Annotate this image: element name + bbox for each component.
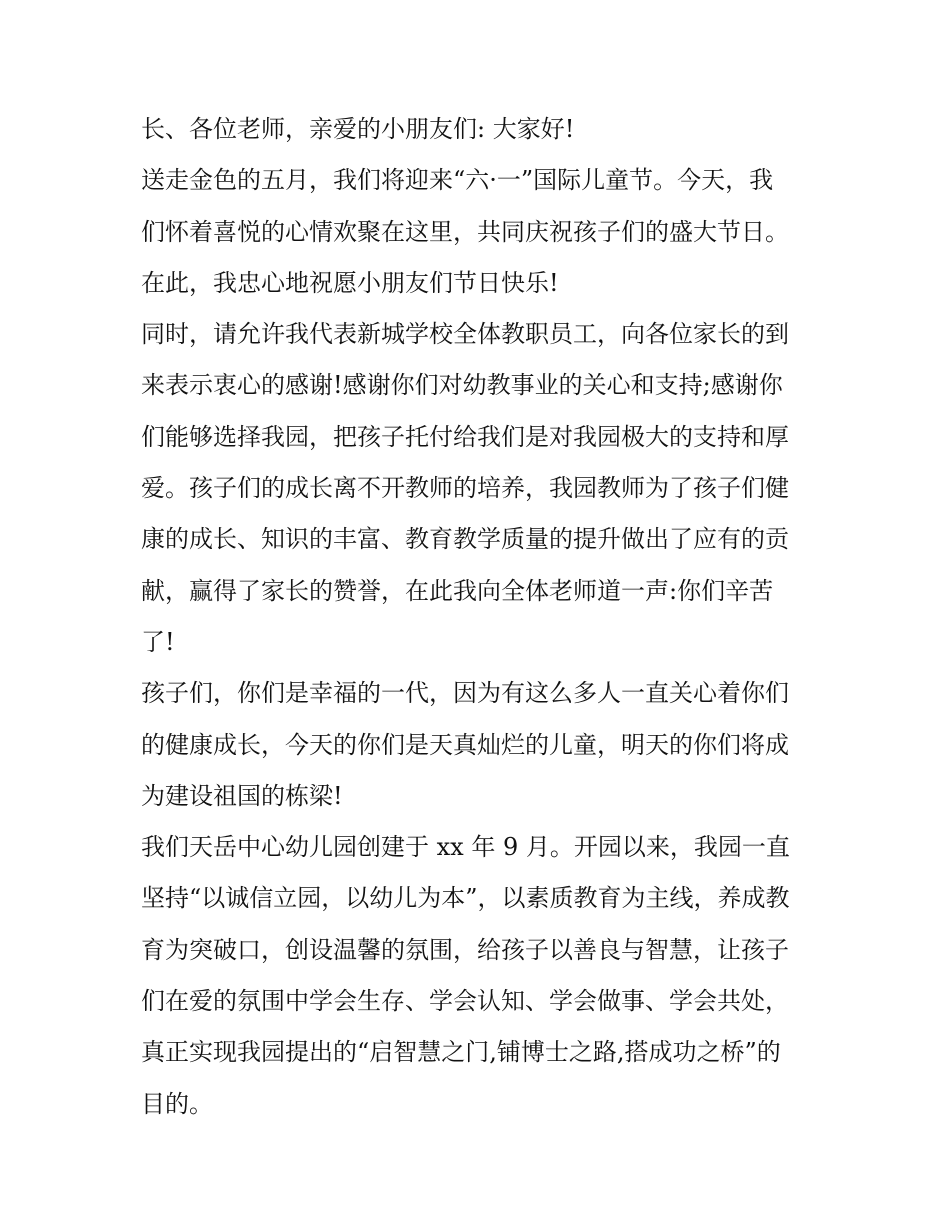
text-line: 坚持“以诚信立园，以幼儿为本”，以素质教育为主线，养成教 (141, 884, 790, 913)
text-line: 爱。孩子们的成长离不开教师的培养，我园教师为了孩子们健 (141, 474, 789, 503)
text-line: 们能够选择我园，把孩子托付给我们是对我园极大的支持和厚 (141, 422, 789, 451)
text-line: 目的。 (141, 1089, 213, 1118)
paragraph-thanks (141, 309, 821, 668)
text-line: 们怀着喜悦的心情欢聚在这里，共同庆祝孩子们的盛大节日。 (141, 217, 789, 246)
text-line: 我们天岳中心幼儿园创建于 xx 年 9 月。开园以来，我园一直 (141, 833, 790, 862)
text-line: 们在爱的氛围中学会生存、学会认知、学会做事、学会共处， (141, 987, 789, 1016)
text-line: 育为突破口，创设温馨的氛围，给孩子以善良与智慧，让孩子 (141, 935, 789, 964)
paragraph-opening (141, 155, 821, 309)
text-line: 献，赢得了家长的赞誉，在此我向全体老师道一声:你们辛苦 (141, 576, 774, 605)
text-line: 同时，请允许我代表新城学校全体教职员工，向各位家长的到 (141, 320, 789, 349)
paragraph-children (141, 668, 821, 822)
text-line: 的健康成长，今天的你们是天真灿烂的儿童，明天的你们将成 (141, 730, 789, 759)
text-line: 来表示衷心的感谢!感谢你们对幼教事业的关心和支持;感谢你 (141, 371, 783, 400)
text-line: 长、各位老师，亲爱的小朋友们: 大家好! (141, 115, 575, 143)
paragraph-kindergarten (141, 822, 821, 1130)
paragraph-greeting (141, 104, 821, 155)
text-line: 在此，我忠心地祝愿小朋友们节日快乐! (141, 268, 559, 297)
text-line: 为建设祖国的栋梁! (141, 781, 343, 810)
text-line: 孩子们，你们是幸福的一代，因为有这么多人一直关心着你们 (141, 679, 789, 708)
document-body (141, 104, 821, 1130)
text-line: 康的成长、知识的丰富、教育教学质量的提升做出了应有的贡 (141, 525, 789, 554)
text-line: 了! (141, 627, 175, 656)
text-line: 真正实现我园提出的“启智慧之门,铺博士之路,搭成功之桥”的 (141, 1038, 781, 1067)
text-line: 送走金色的五月，我们将迎来“六·一”国际儿童节。今天，我 (141, 166, 774, 195)
